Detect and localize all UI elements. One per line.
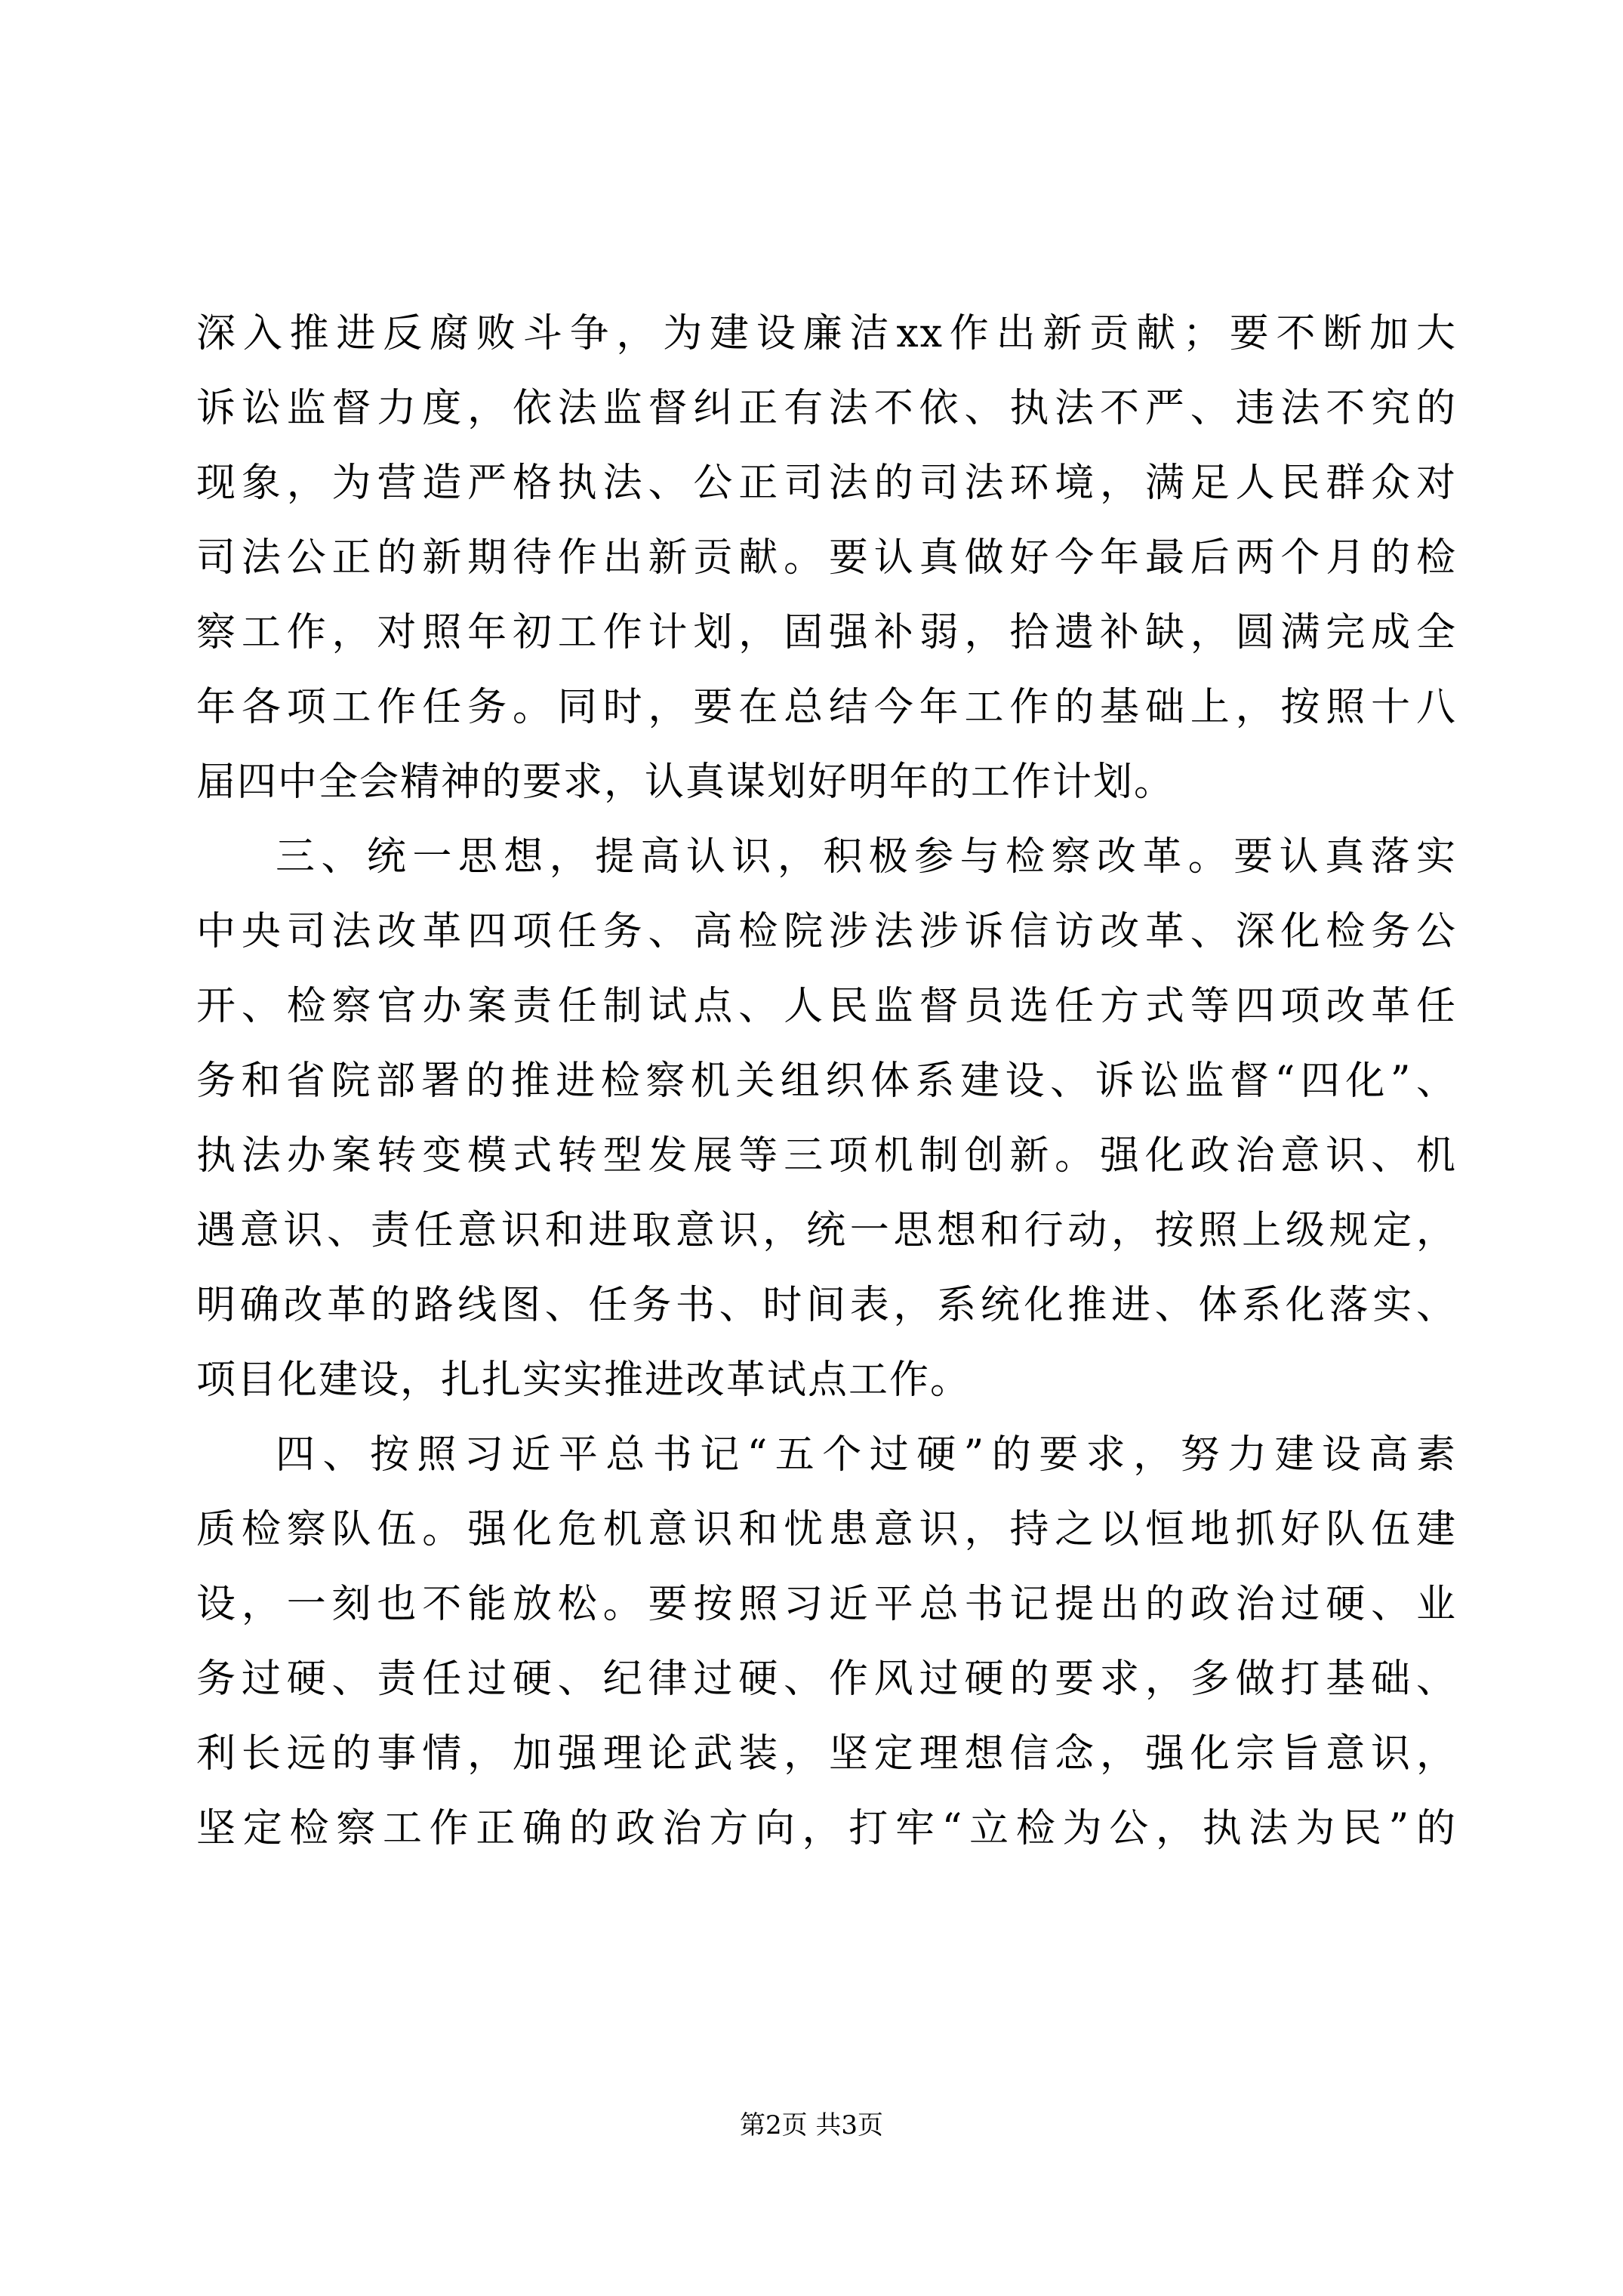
- body-text-line: 司法公正的新期待作出新贡献。要认真做好今年最后两个月的检: [196, 535, 1457, 581]
- body-text-line: 深入推进反腐败斗争，为建设廉洁xx作出新贡献；要不断加大: [196, 311, 1457, 356]
- page-number-footer: 第2页 共3页: [739, 2110, 884, 2140]
- body-text-line: 届四中全会精神的要求，认真谋划好明年的工作计划。: [196, 760, 1175, 805]
- body-text-line: 年各项工作任务。同时，要在总结今年工作的基础上，按照十八: [196, 685, 1457, 730]
- body-text-line: 利长远的事情，加强理论武装，坚定理想信念，强化宗旨意识，: [196, 1731, 1457, 1777]
- body-text-line: 务和省院部署的推进检察机关组织体系建设、诉讼监督“四化”、: [196, 1059, 1457, 1104]
- body-text-line: 现象，为营造严格执法、公正司法的司法环境，满足人民群众对: [196, 461, 1457, 506]
- body-text-line: 设，一刻也不能放松。要按照习近平总书记提出的政治过硬、业: [196, 1582, 1457, 1627]
- body-text-line: 察工作，对照年初工作计划，固强补弱，拾遗补缺，圆满完成全: [196, 610, 1457, 655]
- body-text-line: 遇意识、责任意识和进取意识，统一思想和行动，按照上级规定，: [196, 1208, 1457, 1253]
- body-text-line: 坚定检察工作正确的政治方向，打牢“立检为公，执法为民”的: [196, 1806, 1457, 1851]
- body-text-line: 项目化建设，扎扎实实推进改革试点工作。: [196, 1358, 972, 1403]
- section-four-heading-line: 四、按照习近平总书记“五个过硬”的要求，努力建设高素: [276, 1432, 1457, 1478]
- body-text-line: 诉讼监督力度，依法监督纠正有法不依、执法不严、违法不究的: [196, 386, 1457, 431]
- body-text-line: 明确改革的路线图、任务书、时间表，系统化推进、体系化落实、: [196, 1283, 1457, 1328]
- body-text-line: 质检察队伍。强化危机意识和忧患意识，持之以恒地抓好队伍建: [196, 1507, 1457, 1552]
- body-text-line: 务过硬、责任过硬、纪律过硬、作风过硬的要求，多做打基础、: [196, 1657, 1457, 1702]
- body-text-line: 中央司法改革四项任务、高检院涉法涉诉信访改革、深化检务公: [196, 909, 1457, 954]
- body-text-line: 执法办案转变模式转型发展等三项机制创新。强化政治意识、机: [196, 1133, 1457, 1179]
- body-text-line: 开、检察官办案责任制试点、人民监督员选任方式等四项改革任: [196, 984, 1457, 1029]
- section-three-heading-line: 三、统一思想，提高认识，积极参与检察改革。要认真落实: [276, 834, 1457, 880]
